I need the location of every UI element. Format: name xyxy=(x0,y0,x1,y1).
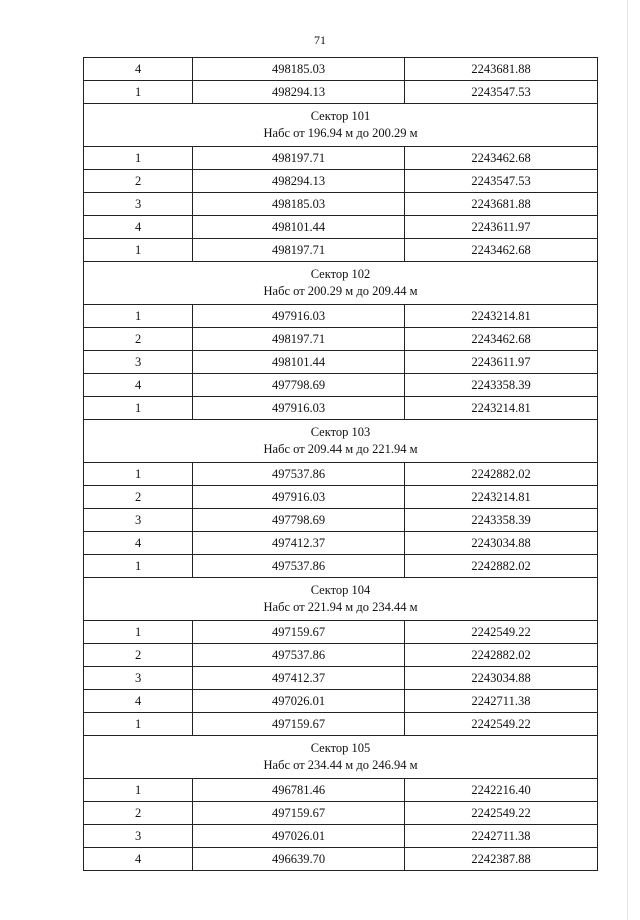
y-coordinate-cell: 2242882.02 xyxy=(405,463,598,486)
sector-header-cell xyxy=(84,578,598,621)
sector-header-cell xyxy=(84,420,598,463)
y-coordinate-cell: 2242711.38 xyxy=(405,825,598,848)
x-coordinate-cell: 497537.86 xyxy=(193,644,405,667)
point-number-cell: 2 xyxy=(84,802,193,825)
sector-height-range: Набс от 221.94 м до 234.44 м xyxy=(263,600,418,614)
table-row xyxy=(84,713,598,736)
table-row xyxy=(84,239,598,262)
sector-title: Сектор 101 xyxy=(310,109,371,124)
y-coordinate-cell: 2242549.22 xyxy=(405,713,598,736)
table-row xyxy=(84,667,598,690)
x-coordinate-cell: 498197.71 xyxy=(193,147,405,170)
point-number-cell: 1 xyxy=(84,147,193,170)
x-coordinate-cell: 498101.44 xyxy=(193,351,405,374)
x-coordinate-cell: 498294.13 xyxy=(193,170,405,193)
sector-height-range: Набс от 200.29 м до 209.44 м xyxy=(263,284,418,298)
y-coordinate-cell: 2243547.53 xyxy=(405,170,598,193)
table-row xyxy=(84,351,598,374)
x-coordinate-cell: 497537.86 xyxy=(193,463,405,486)
x-coordinate-cell: 496639.70 xyxy=(193,848,405,871)
y-coordinate-cell: 2242216.40 xyxy=(405,779,598,802)
sector-header-cell xyxy=(84,736,598,779)
point-number-cell: 1 xyxy=(84,397,193,420)
y-coordinate-cell: 2243681.88 xyxy=(405,193,598,216)
point-number-cell: 3 xyxy=(84,193,193,216)
point-number-cell: 4 xyxy=(84,58,193,81)
x-coordinate-cell: 498197.71 xyxy=(193,328,405,351)
x-coordinate-cell: 497159.67 xyxy=(193,621,405,644)
y-coordinate-cell: 2242549.22 xyxy=(405,621,598,644)
x-coordinate-cell: 497916.03 xyxy=(193,305,405,328)
x-coordinate-cell: 497798.69 xyxy=(193,374,405,397)
point-number-cell: 4 xyxy=(84,532,193,555)
table-row xyxy=(84,848,598,871)
y-coordinate-cell: 2242711.38 xyxy=(405,690,598,713)
sector-header-cell xyxy=(84,104,598,147)
x-coordinate-cell: 498197.71 xyxy=(193,239,405,262)
table-row xyxy=(84,328,598,351)
point-number-cell: 2 xyxy=(84,170,193,193)
y-coordinate-cell: 2243214.81 xyxy=(405,486,598,509)
table-row xyxy=(84,779,598,802)
sector-header-row xyxy=(84,578,598,621)
point-number-cell: 3 xyxy=(84,667,193,690)
point-number-cell: 4 xyxy=(84,848,193,871)
sector-title: Сектор 103 xyxy=(310,425,371,440)
table-row xyxy=(84,58,598,81)
y-coordinate-cell: 2243681.88 xyxy=(405,58,598,81)
y-coordinate-cell: 2243462.68 xyxy=(405,328,598,351)
x-coordinate-cell: 498101.44 xyxy=(193,216,405,239)
y-coordinate-cell: 2243034.88 xyxy=(405,667,598,690)
table-row xyxy=(84,81,598,104)
page-number: 71 xyxy=(314,33,326,47)
sector-header-row xyxy=(84,420,598,463)
x-coordinate-cell: 497798.69 xyxy=(193,509,405,532)
x-coordinate-cell: 498185.03 xyxy=(193,58,405,81)
x-coordinate-cell: 497537.86 xyxy=(193,555,405,578)
x-coordinate-cell: 497412.37 xyxy=(193,667,405,690)
x-coordinate-cell: 497916.03 xyxy=(193,486,405,509)
x-coordinate-cell: 498185.03 xyxy=(193,193,405,216)
point-number-cell: 1 xyxy=(84,239,193,262)
y-coordinate-cell: 2243611.97 xyxy=(405,351,598,374)
table-row xyxy=(84,216,598,239)
point-number-cell: 1 xyxy=(84,305,193,328)
point-number-cell: 1 xyxy=(84,555,193,578)
sector-header-cell xyxy=(84,262,598,305)
table-row xyxy=(84,555,598,578)
sector-header-row xyxy=(84,104,598,147)
y-coordinate-cell: 2243547.53 xyxy=(405,81,598,104)
sector-title: Сектор 102 xyxy=(310,267,371,282)
y-coordinate-cell: 2242549.22 xyxy=(405,802,598,825)
sector-title: Сектор 104 xyxy=(310,583,371,598)
table-row xyxy=(84,463,598,486)
table-row xyxy=(84,305,598,328)
y-coordinate-cell: 2243611.97 xyxy=(405,216,598,239)
y-coordinate-cell: 2242882.02 xyxy=(405,555,598,578)
x-coordinate-cell: 497026.01 xyxy=(193,825,405,848)
y-coordinate-cell: 2243358.39 xyxy=(405,374,598,397)
x-coordinate-cell: 497412.37 xyxy=(193,532,405,555)
x-coordinate-cell: 497026.01 xyxy=(193,690,405,713)
table-row xyxy=(84,509,598,532)
point-number-cell: 1 xyxy=(84,81,193,104)
page-edge-line xyxy=(627,0,628,920)
point-number-cell: 4 xyxy=(84,374,193,397)
point-number-cell: 4 xyxy=(84,216,193,239)
point-number-cell: 2 xyxy=(84,644,193,667)
y-coordinate-cell: 2243462.68 xyxy=(405,147,598,170)
table-row xyxy=(84,802,598,825)
point-number-cell: 1 xyxy=(84,621,193,644)
table-row xyxy=(84,825,598,848)
table-row xyxy=(84,690,598,713)
table-row xyxy=(84,193,598,216)
point-number-cell: 4 xyxy=(84,690,193,713)
y-coordinate-cell: 2243462.68 xyxy=(405,239,598,262)
table-row xyxy=(84,644,598,667)
point-number-cell: 1 xyxy=(84,713,193,736)
y-coordinate-cell: 2243358.39 xyxy=(405,509,598,532)
table-row xyxy=(84,621,598,644)
point-number-cell: 2 xyxy=(84,328,193,351)
table-row xyxy=(84,147,598,170)
sector-header-row xyxy=(84,736,598,779)
y-coordinate-cell: 2242387.88 xyxy=(405,848,598,871)
table-row xyxy=(84,397,598,420)
x-coordinate-cell: 497916.03 xyxy=(193,397,405,420)
sector-title: Сектор 105 xyxy=(310,741,371,756)
x-coordinate-cell: 497159.67 xyxy=(193,713,405,736)
sector-height-range: Набс от 234.44 м до 246.94 м xyxy=(263,758,418,772)
x-coordinate-cell: 497159.67 xyxy=(193,802,405,825)
sector-header-row xyxy=(84,262,598,305)
point-number-cell: 1 xyxy=(84,463,193,486)
coordinates-table xyxy=(83,57,598,871)
sector-height-range: Набс от 196.94 м до 200.29 м xyxy=(263,126,418,140)
x-coordinate-cell: 498294.13 xyxy=(193,81,405,104)
coordinates-table-body xyxy=(84,58,598,871)
x-coordinate-cell: 496781.46 xyxy=(193,779,405,802)
table-row xyxy=(84,532,598,555)
sector-height-range: Набс от 209.44 м до 221.94 м xyxy=(263,442,418,456)
point-number-cell: 3 xyxy=(84,825,193,848)
y-coordinate-cell: 2242882.02 xyxy=(405,644,598,667)
table-row xyxy=(84,170,598,193)
point-number-cell: 3 xyxy=(84,351,193,374)
table-row xyxy=(84,486,598,509)
point-number-cell: 2 xyxy=(84,486,193,509)
y-coordinate-cell: 2243034.88 xyxy=(405,532,598,555)
y-coordinate-cell: 2243214.81 xyxy=(405,397,598,420)
point-number-cell: 1 xyxy=(84,779,193,802)
y-coordinate-cell: 2243214.81 xyxy=(405,305,598,328)
table-row xyxy=(84,374,598,397)
point-number-cell: 3 xyxy=(84,509,193,532)
